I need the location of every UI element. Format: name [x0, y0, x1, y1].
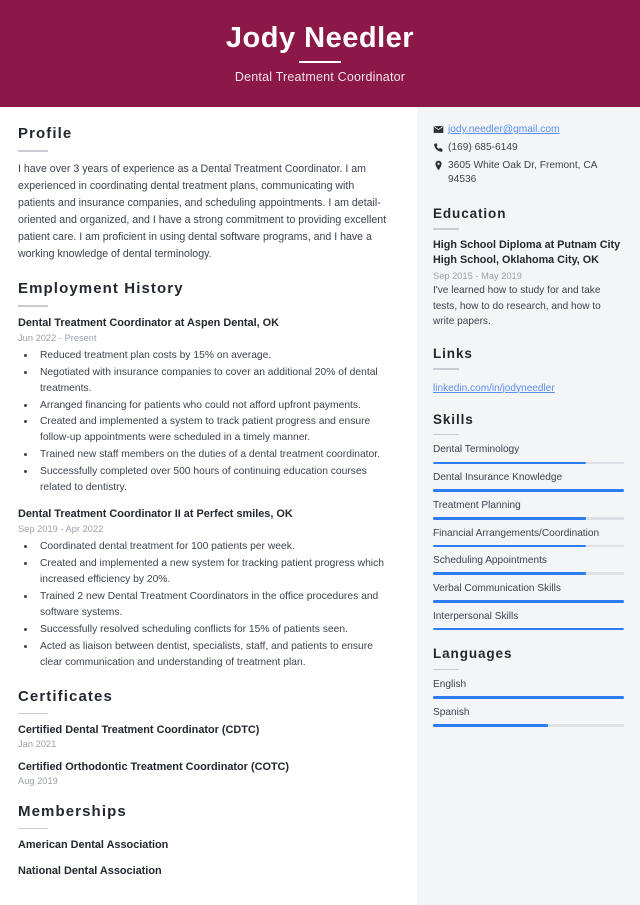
section-underline	[433, 434, 459, 436]
language-bar-track	[433, 696, 624, 699]
profile-text: I have over 3 years of experience as a Dental Treatment Coordinator. I am experienced in coordinating dental treatment plans, communicating with patients and insurance companies, and scheduling appointments. I am detail-oriented and organized, and I have a strong commitment to providing excellent patient care. I am proficient in using dental software programs, and I have a working knowledge of dental terminology.	[18, 162, 387, 261]
employment-entry	[18, 316, 389, 496]
language-label: Spanish	[433, 706, 470, 718]
skill-bar-track	[433, 572, 624, 575]
job-bullet: • Acted as liaison between dentist, specialists, staff, and patients to ensure clear communication and understanding of treatment plan.	[36, 639, 389, 671]
job-bullet: • Created and implemented a system to track patient progress and ensure follow-up appointments were scheduled in a timely manner.	[36, 414, 389, 446]
certificate-title: Certified Orthodontic Treatment Coordinator (COTC)	[18, 760, 290, 773]
contact-row-address	[433, 159, 624, 189]
job-date: Sep 2019 - Apr 2022	[18, 523, 104, 534]
skill-bar-track	[433, 628, 624, 631]
job-bullet: • Negotiated with insurance companies to cover an additional 20% of dental treatments.	[36, 365, 389, 397]
skill-label: Verbal Communication Skills	[433, 582, 561, 594]
certificate-title: Certified Dental Treatment Coordinator (CDTC)	[18, 724, 260, 737]
section-underline	[18, 828, 48, 830]
section-employment-history	[18, 280, 389, 670]
skill-label: Interpersonal Skills	[433, 610, 519, 622]
certificate-date: Jan 2021	[18, 738, 57, 749]
header-job-title: Dental Treatment Coordinator	[234, 69, 406, 84]
job-bullet: • Arranged financing for patients who could not afford upfront payments.	[36, 398, 389, 414]
envelope-icon	[433, 123, 448, 135]
phone-number: (169) 685-6149	[448, 141, 518, 153]
section-heading-education: Education	[433, 206, 507, 222]
skill-label: Dental Insurance Knowledge	[433, 472, 563, 484]
membership-title: American Dental Association	[18, 839, 169, 852]
section-languages	[433, 646, 624, 726]
main-column	[0, 107, 417, 905]
certificate-entry	[18, 760, 389, 786]
skill-bar-track	[433, 517, 624, 520]
education-entry	[433, 238, 624, 330]
resume-body	[0, 107, 640, 905]
language-bar-track	[433, 724, 624, 727]
language-item	[433, 706, 624, 727]
membership-entry	[18, 838, 389, 853]
language-item	[433, 678, 624, 699]
skill-bar-track	[433, 545, 624, 548]
section-certificates	[18, 688, 389, 786]
certificate-entry	[18, 723, 389, 749]
section-skills	[433, 412, 624, 631]
skill-bar-fill	[433, 628, 624, 631]
job-bullet: • Trained new staff members on the duties of a dental treatment coordinator.	[36, 447, 389, 463]
skill-label: Treatment Planning	[433, 499, 521, 511]
map-pin-icon	[433, 159, 448, 171]
section-heading-memberships: Memberships	[18, 802, 127, 820]
skill-item	[433, 554, 624, 575]
membership-title: National Dental Association	[18, 864, 162, 877]
skill-bar-fill	[433, 462, 586, 465]
section-education	[433, 206, 624, 330]
section-heading-languages: Languages	[433, 646, 513, 662]
job-bullet: • Successfully resolved scheduling conflicts for 15% of patients seen.	[36, 622, 389, 638]
employment-entry	[18, 507, 389, 670]
section-underline	[18, 713, 48, 715]
job-bullet: • Reduced treatment plan costs by 15% on average.	[36, 348, 389, 364]
membership-entry	[18, 864, 389, 879]
section-underline	[433, 669, 459, 671]
section-memberships	[18, 803, 389, 879]
skill-bar-fill	[433, 572, 586, 575]
language-bar-fill	[433, 724, 548, 727]
resume-header	[0, 0, 640, 107]
skill-label: Financial Arrangements/Coordination	[433, 527, 600, 539]
sidebar-column	[417, 107, 640, 905]
skill-item	[433, 610, 624, 631]
skill-bar-fill	[433, 517, 586, 520]
section-heading-profile: Profile	[18, 125, 73, 142]
job-bullet: • Coordinated dental treatment for 100 patients per week.	[36, 539, 389, 555]
skill-bar-fill	[433, 600, 624, 603]
header-divider	[299, 61, 341, 63]
section-heading-certificates: Certificates	[18, 687, 113, 705]
contact-block	[433, 123, 624, 188]
skill-bar-track	[433, 462, 624, 465]
skill-item	[433, 471, 624, 492]
language-bar-fill	[433, 696, 624, 699]
education-title: High School Diploma at Putnam City High School, Oklahoma City, OK	[433, 238, 621, 267]
certificate-date: Aug 2019	[18, 775, 58, 786]
section-heading-employment: Employment History	[18, 280, 184, 298]
contact-row-phone	[433, 141, 624, 156]
job-bullet: • Successfully completed over 500 hours of continuing education courses related to dentistry.	[36, 464, 389, 496]
section-underline	[433, 368, 459, 370]
job-title: Dental Treatment Coordinator II at Perfect smiles, OK	[18, 508, 293, 521]
skill-bar-track	[433, 600, 624, 603]
skill-label: Scheduling Appointments	[433, 555, 547, 567]
job-bullet: • Trained 2 new Dental Treatment Coordinators in the office procedures and software systems.	[36, 589, 389, 621]
job-bullet-list	[36, 539, 389, 671]
section-underline	[18, 305, 48, 307]
section-links	[433, 346, 624, 396]
language-label: English	[433, 679, 467, 691]
section-heading-links: Links	[433, 346, 473, 362]
skill-item	[433, 499, 624, 520]
skill-label: Dental Terminology	[433, 444, 520, 456]
phone-icon	[433, 141, 448, 153]
linkedin-link[interactable]: linkedin.com/in/jodyneedler	[433, 382, 555, 394]
skill-bar-track	[433, 489, 624, 492]
address-text: 3605 White Oak Dr, Fremont, CA 94536	[448, 159, 597, 186]
education-description: I've learned how to study for and take tests, how to do research, and how to write papers.	[433, 285, 601, 328]
email-link[interactable]: jody.needler@gmail.com	[448, 124, 560, 135]
job-bullet-list	[36, 348, 389, 497]
section-underline	[18, 150, 48, 152]
education-date: Sep 2015 - May 2019	[433, 271, 522, 282]
skill-item	[433, 443, 624, 464]
section-profile	[18, 125, 389, 263]
section-heading-skills: Skills	[433, 411, 474, 427]
job-date: Jun 2022 - Present	[18, 332, 97, 343]
section-underline	[433, 228, 459, 230]
job-title: Dental Treatment Coordinator at Aspen Dental, OK	[18, 316, 280, 329]
skill-item	[433, 527, 624, 548]
page-title: Jody Needler	[225, 22, 415, 55]
contact-row-email[interactable]	[433, 123, 624, 138]
skill-bar-fill	[433, 545, 586, 548]
skill-bar-fill	[433, 489, 624, 492]
skill-item	[433, 582, 624, 603]
job-bullet: • Created and implemented a new system for tracking patient progress which increased efficiency by 20%.	[36, 556, 389, 588]
